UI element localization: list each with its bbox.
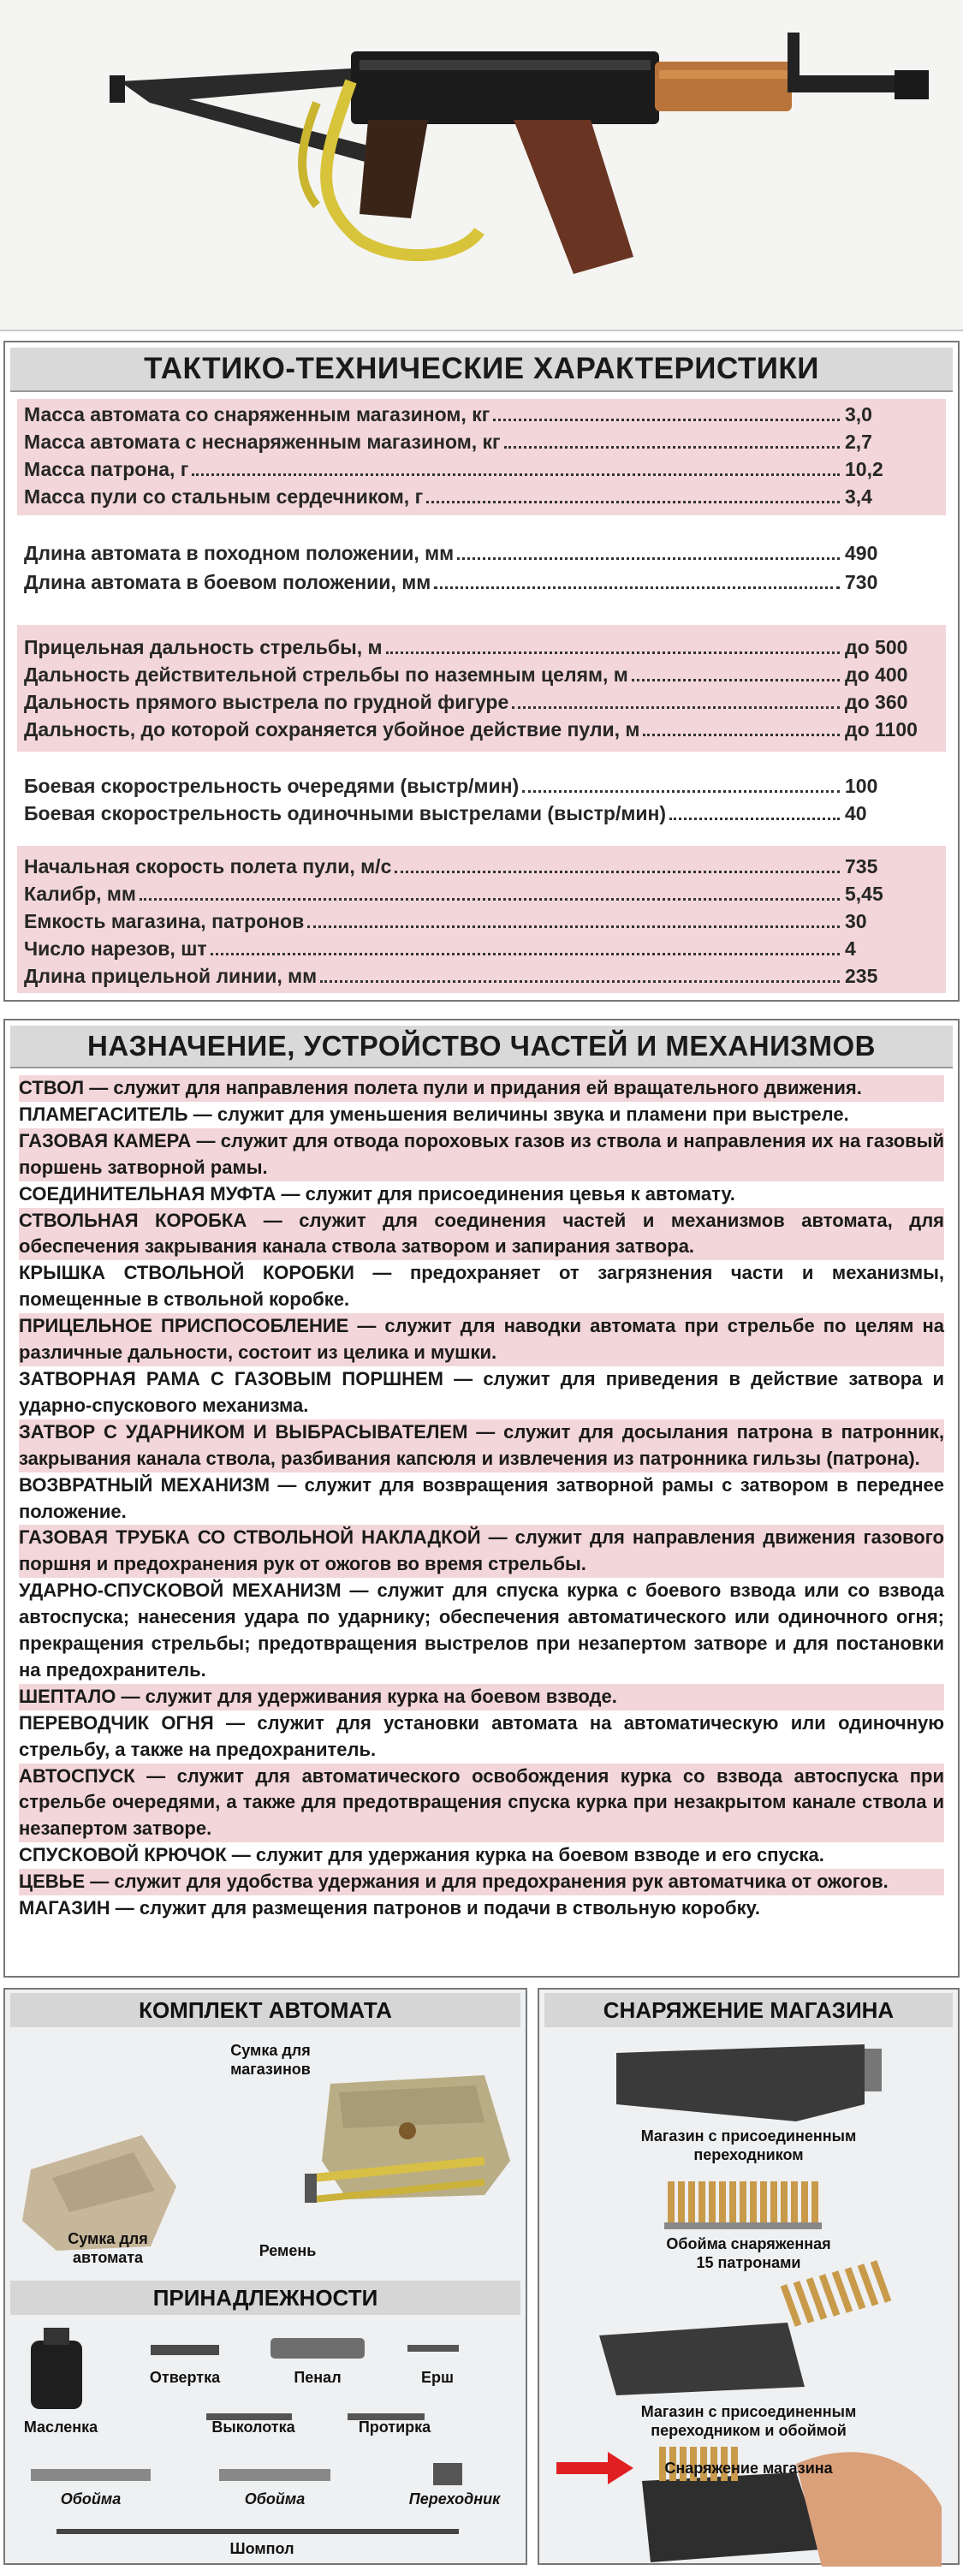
part-name: ЗАТВОР С УДАРНИКОМ И ВЫБРАСЫВАТЕЛЕМ — [19, 1420, 468, 1443]
spec-label: Масса пули со стальным сердечником, г — [24, 485, 424, 508]
spec-value: до 360 — [845, 691, 908, 713]
spec-row — [24, 401, 939, 426]
part-name: СОЕДИНИТЕЛЬНАЯ МУФТА — [19, 1182, 276, 1205]
spec-group-mass — [17, 399, 946, 515]
part-item-sights — [19, 1313, 944, 1366]
spec-leader-dots — [434, 586, 840, 589]
magazine-title: СНАРЯЖЕНИЕ МАГАЗИНА — [544, 1993, 953, 2027]
part-name: УДАРНО-СПУСКОВОЙ МЕХАНИЗМ — [19, 1580, 342, 1602]
spec-row — [24, 907, 939, 933]
spec-leader-dots — [307, 925, 840, 928]
spec-row — [24, 688, 939, 714]
spec-group-rate — [17, 770, 946, 832]
mag-pouch-caption — [193, 2041, 348, 2079]
spec-value: 735 — [845, 855, 878, 878]
spec-leader-dots — [504, 446, 840, 449]
part-desc: — служит для соединения частей и механизмов автомата, для обеспечения закрывания канала ствола затвором и запирания затвора. — [19, 1209, 945, 1258]
spec-value: до 400 — [845, 663, 908, 686]
part-desc: — служит для направления движения газового поршня и предохранения рук от ожогов во время стрельбы. — [19, 1526, 944, 1575]
part-name: СПУСКОВОЙ КРЮЧОК — [19, 1844, 227, 1866]
spec-row — [24, 634, 939, 659]
part-desc: — служит для направления полета пули и придания ей вращательного движения. — [84, 1077, 862, 1098]
spec-label: Прицельная дальность стрельбы, м — [24, 636, 383, 658]
punch-caption: Выколотка — [211, 2418, 295, 2436]
part-desc: — служит для досылания патрона в патронник, закрывания канала ствола, разбивания капсюля и извлечения из патронника гильзы (патрона). — [19, 1420, 944, 1469]
part-item-flash-hider — [19, 1102, 944, 1128]
part-name: СТВОЛ — [19, 1077, 85, 1098]
spec-row — [24, 880, 939, 906]
kit-title: КОМПЛЕКТ АВТОМАТА — [10, 1993, 520, 2027]
rifle-pouch-caption-line1: Сумка для — [68, 2230, 148, 2247]
rifle-pouch-caption-line2: автомата — [72, 2249, 144, 2266]
spec-label: Масса автомата со снаряженным магазином, кг — [24, 403, 490, 425]
spec-value: 3,4 — [845, 485, 872, 508]
spec-row — [24, 661, 939, 687]
rod-caption: Шомпол — [229, 2540, 294, 2557]
part-desc: — предохраняет от загрязнения части и механизмы, помещенные в ствольной коробке. — [19, 1262, 944, 1311]
part-item-return-mechanism — [19, 1472, 944, 1526]
part-name: КРЫШКА СТВОЛЬНОЙ КОРОБКИ — [19, 1262, 354, 1284]
part-desc: — служит для спуска курка с боевого взвода или со взвода автоспуска; нанесения удара по ударнику; обеспечения автоматического или одиночного огня; прекращения стрельбы; предотвращения выстрелов при незапертом затворе и для постановки на предохранитель. — [19, 1580, 944, 1681]
part-desc: — служит для присоединения цевья к автомату. — [276, 1182, 735, 1205]
magazine-caption-3 — [574, 2402, 924, 2440]
rifle-illustration — [0, 0, 963, 330]
part-item-trigger — [19, 1842, 944, 1869]
part-item-barrel — [19, 1075, 944, 1102]
part-desc: — служит для приведения в действие затвора и ударно-спускового механизма. — [19, 1367, 944, 1416]
magazine-caption-1-line1: Магазин с присоединенным — [640, 2127, 857, 2145]
part-desc: — служит для возвращения затворной рамы с затвором в переднее положение. — [19, 1473, 944, 1522]
spec-value: 235 — [845, 965, 878, 987]
spec-value: 4 — [845, 937, 856, 960]
spec-value: 490 — [845, 542, 878, 564]
specs-title: ТАКТИКО-ТЕХНИЧЕСКИЕ ХАРАКТЕРИСТИКИ — [10, 348, 953, 392]
accessories-title: ПРИНАДЛЕЖНОСТИ — [10, 2281, 520, 2315]
part-name: ВОЗВРАТНЫЙ МЕХАНИЗМ — [19, 1473, 270, 1496]
spec-leader-dots — [211, 953, 840, 955]
spec-row — [24, 962, 939, 988]
spec-value: 40 — [845, 802, 867, 824]
spec-row — [24, 800, 939, 825]
magazine-caption-1-line2: переходником — [693, 2146, 804, 2163]
spec-leader-dots — [140, 898, 840, 901]
spec-group-ballistics — [17, 846, 946, 993]
part-name: СТВОЛЬНАЯ КОРОБКА — [19, 1209, 247, 1231]
spec-value: до 500 — [845, 636, 908, 658]
part-name: ГАЗОВАЯ ТРУБКА СО СТВОЛЬНОЙ НАКЛАДКОЙ — [19, 1526, 481, 1549]
part-desc: — служит для удобства удержания и для предохранения рук автоматчика от ожогов. — [85, 1871, 889, 1893]
part-item-handguard — [19, 1869, 944, 1895]
accessories-illustration — [5, 2319, 526, 2576]
spec-label: Длина автомата в походном положении, мм — [24, 542, 455, 564]
spec-value: 730 — [845, 571, 878, 593]
part-desc: — служит для размещения патронов и подачи в ствольную коробку. — [110, 1897, 761, 1919]
part-name: ПРИЦЕЛЬНОЕ ПРИСПОСОБЛЕНИЕ — [19, 1315, 349, 1337]
spec-leader-dots — [395, 871, 840, 873]
spec-row — [24, 772, 939, 798]
part-name: ПЕРЕВОДЧИК ОГНЯ — [19, 1711, 214, 1734]
screwdriver-caption: Отвертка — [149, 2369, 221, 2386]
rifle-pouch-caption — [39, 2229, 176, 2267]
magazine-illustration — [539, 2027, 958, 2567]
wiper-caption: Протирка — [358, 2418, 431, 2436]
spec-leader-dots — [632, 679, 840, 681]
magazine-caption-2-line1: Обойма снаряженная — [666, 2235, 831, 2252]
adapter-caption: Переходник — [408, 2490, 501, 2508]
spec-label: Масса автомата с неснаряженным магазином, кг — [24, 431, 501, 453]
spec-value: 100 — [845, 775, 878, 797]
part-item-trigger-mechanism — [19, 1578, 944, 1684]
spec-leader-dots — [643, 734, 840, 736]
spec-label: Длина прицельной линии, мм — [24, 965, 318, 987]
spec-row — [24, 568, 939, 594]
spec-leader-dots — [493, 419, 840, 421]
spec-row — [24, 428, 939, 454]
clip1-caption: Обойма — [60, 2490, 122, 2508]
mag-pouch-caption-line2: магазинов — [230, 2061, 311, 2078]
part-desc: — служит для наводки автомата при стрельбе по целям на различные дальности, состоит из целика и мушки. — [19, 1315, 944, 1364]
part-item-sear — [19, 1684, 944, 1710]
spec-value: до 1100 — [845, 718, 918, 741]
mag-pouch-caption-line1: Сумка для — [230, 2042, 311, 2059]
part-item-auto-sear — [19, 1764, 944, 1843]
part-desc: — служит для установки автомата на автоматическую или одиночную стрельбу, а также на предохранитель. — [19, 1711, 945, 1760]
part-name: ЦЕВЬЕ — [19, 1871, 86, 1893]
part-name: ГАЗОВАЯ КАМЕРА — [19, 1129, 192, 1151]
spec-row — [24, 853, 939, 878]
brush-caption: Ерш — [420, 2369, 454, 2386]
kit-panel — [3, 1988, 527, 2565]
part-item-gas-chamber — [19, 1128, 944, 1181]
spec-leader-dots — [457, 557, 840, 560]
spec-value: 5,45 — [845, 883, 883, 905]
parts-list — [19, 1075, 944, 1922]
part-item-magazine — [19, 1895, 944, 1922]
magazine-caption-3-line1: Магазин с присоединенным — [640, 2403, 857, 2420]
spec-label: Боевая скорострельность очередями (выстр/мин) — [24, 775, 520, 797]
parts-title: НАЗНАЧЕНИЕ, УСТРОЙСТВО ЧАСТЕЙ И МЕХАНИЗМОВ — [10, 1026, 953, 1068]
parts-panel — [3, 1019, 960, 1978]
spec-label: Длина автомата в боевом положении, мм — [24, 571, 431, 593]
part-desc: — служит для отвода пороховых газов из ствола и направления их на газовый поршень затворной рамы. — [19, 1129, 944, 1178]
part-name: ШЕПТАЛО — [19, 1685, 116, 1707]
magazine-caption-2 — [574, 2234, 924, 2272]
spec-row — [24, 455, 939, 481]
spec-label: Боевая скорострельность одиночными выстрелами (выстр/мин) — [24, 802, 667, 824]
spec-value: 30 — [845, 910, 867, 932]
spec-leader-dots — [512, 706, 840, 709]
spec-leader-dots — [669, 818, 840, 820]
spec-label: Емкость магазина, патронов — [24, 910, 305, 932]
part-name: ЗАТВОРНАЯ РАМА С ГАЗОВЫМ ПОРШНЕМ — [19, 1367, 444, 1389]
spec-value: 2,7 — [845, 431, 872, 453]
clip2-caption: Обойма — [244, 2490, 306, 2508]
spec-label: Начальная скорость полета пули, м/с — [24, 855, 392, 878]
part-item-gas-tube — [19, 1525, 944, 1578]
case-caption: Пенал — [294, 2369, 342, 2386]
part-name: МАГАЗИН — [19, 1897, 110, 1919]
spec-leader-dots — [426, 501, 840, 503]
part-item-receiver-cover — [19, 1260, 944, 1313]
spec-value: 10,2 — [845, 458, 883, 480]
spec-leader-dots — [522, 790, 840, 793]
part-desc: — служит для удержания курка на боевом взводе и его спуска. — [226, 1844, 824, 1866]
part-item-bolt-carrier — [19, 1366, 944, 1419]
spec-leader-dots — [386, 651, 840, 654]
spec-leader-dots — [320, 980, 840, 983]
magazine-caption-2-line2: 15 патронами — [696, 2254, 801, 2271]
spec-leader-dots — [192, 473, 840, 476]
spec-group-range — [17, 625, 946, 752]
spec-label: Дальность, до которой сохраняется убойное действие пули, м — [24, 718, 640, 741]
spec-value: 3,0 — [845, 403, 872, 425]
part-item-bolt — [19, 1419, 944, 1472]
magazine-caption-3-line2: переходником и обоймой — [651, 2422, 847, 2439]
spec-row — [24, 716, 939, 741]
specs-panel — [3, 341, 960, 1002]
oiler-caption: Масленка — [23, 2418, 98, 2436]
spec-row — [24, 539, 939, 565]
part-name: ПЛАМЕГАСИТЕЛЬ — [19, 1103, 188, 1125]
magazine-caption-1 — [574, 2127, 924, 2164]
spec-label: Дальность прямого выстрела по грудной фигуре — [24, 691, 509, 713]
part-desc: — служит для автоматического освобождения курка со взвода автоспуска при стрельбе очередями, а также для предотвращения спуска курка при незакрытом канале ствола и незапертом затворе. — [19, 1764, 944, 1840]
part-item-receiver — [19, 1208, 944, 1261]
magazine-caption-4: Снаряжение магазина — [664, 2460, 833, 2477]
part-desc: — служит для удерживания курка на боевом взводе. — [116, 1685, 617, 1707]
spec-group-length — [17, 538, 946, 599]
magazine-panel — [538, 1988, 960, 2565]
spec-row — [24, 483, 939, 509]
sling-caption: Ремень — [259, 2242, 317, 2259]
part-name: АВТОСПУСК — [19, 1764, 135, 1787]
spec-row — [24, 935, 939, 961]
rifle-photo — [0, 0, 963, 331]
part-item-coupling — [19, 1181, 944, 1208]
spec-label: Масса патрона, г — [24, 458, 189, 480]
part-item-fire-selector — [19, 1710, 944, 1764]
part-desc: — служит для уменьшения величины звука и пламени при выстреле. — [187, 1103, 849, 1125]
spec-label: Калибр, мм — [24, 883, 136, 905]
spec-label: Число нарезов, шт — [24, 937, 207, 960]
spec-label: Дальность действительной стрельбы по наземным целям, м — [24, 663, 628, 686]
